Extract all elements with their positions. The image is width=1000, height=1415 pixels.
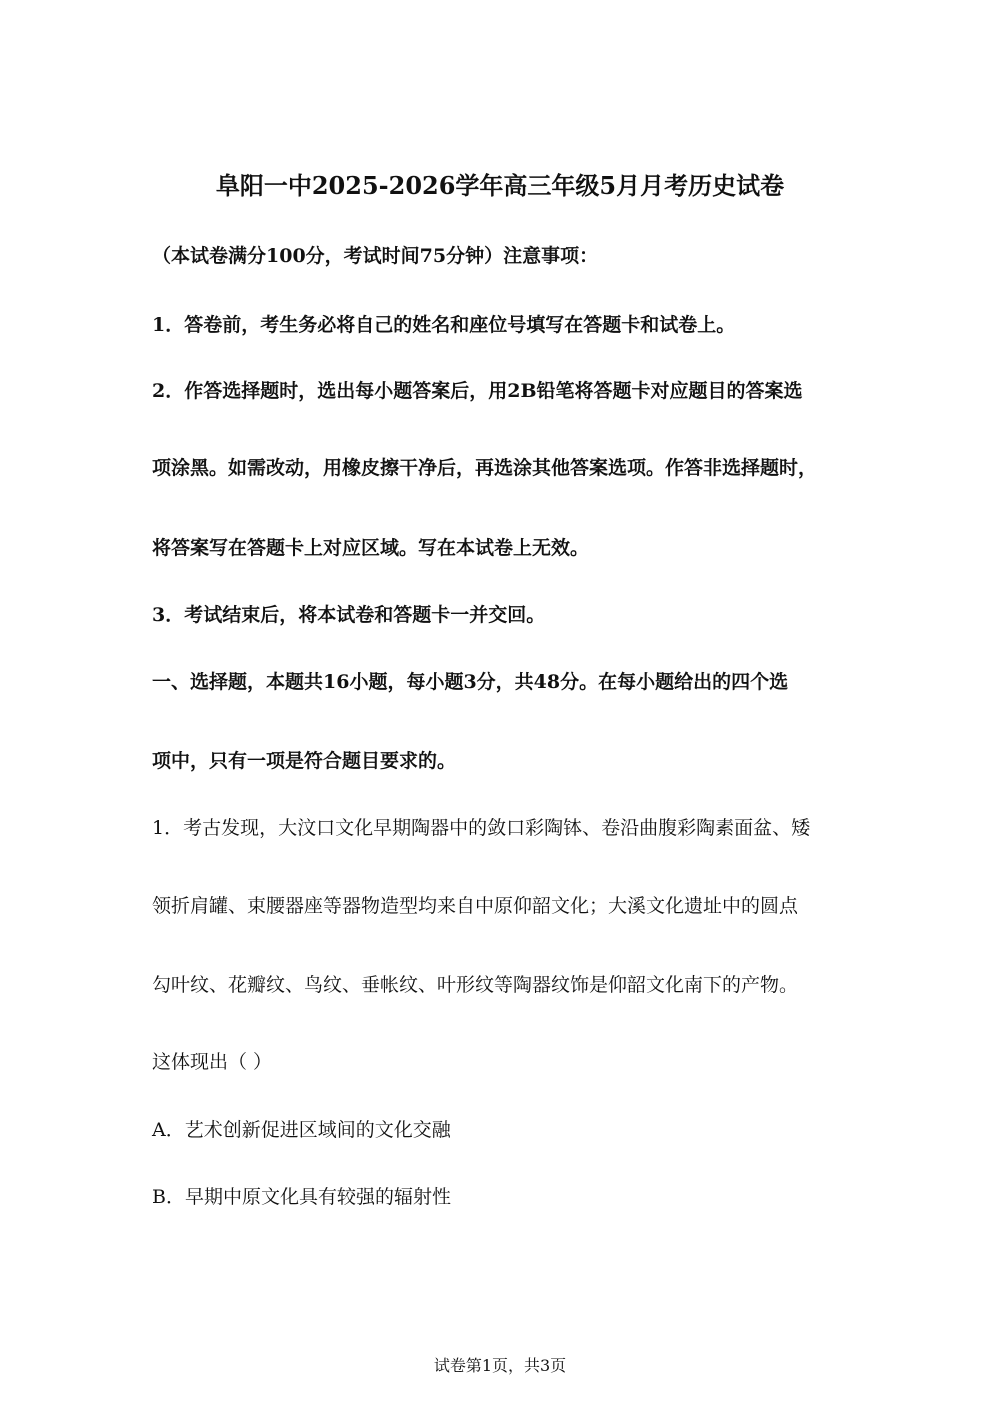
page-footer: 试卷第1页，共3页 [433, 1356, 567, 1375]
notice-item-2-line-1: 2．作答选择题时，选出每小题答案后，用2B铅笔将答题卡对应题目的答案选 [152, 380, 803, 402]
notice-item-2-line-3: 将答案写在答题卡上对应区域。写在本试卷上无效。 [152, 537, 590, 559]
question-1-stem-line-4: 这体现出（ ） [152, 1051, 273, 1073]
section-heading-line-2: 项中，只有一项是符合题目要求的。 [152, 750, 457, 772]
notice-item-1: 1．答卷前，考生务必将自己的姓名和座位号填写在答题卡和试卷上。 [152, 314, 736, 336]
notice-item-3: 3．考试结束后，将本试卷和答题卡一并交回。 [152, 604, 546, 626]
question-1-option-a: A．艺术创新促进区域间的文化交融 [152, 1119, 451, 1141]
exam-info-header: （本试卷满分100分，考试时间75分钟）注意事项： [152, 245, 599, 267]
question-1-stem-line-1: 1．考古发现，大汶口文化早期陶器中的敛口彩陶钵、卷沿曲腹彩陶素面盆、矮 [152, 817, 811, 839]
question-1-stem-line-3: 勾叶纹、花瓣纹、鸟纹、垂帐纹、叶形纹等陶器纹饰是仰韶文化南下的产物。 [152, 974, 799, 996]
question-1-option-b: B．早期中原文化具有较强的辐射性 [152, 1186, 451, 1208]
exam-title: 阜阳一中2025-2026学年高三年级5月月考历史试卷 [215, 171, 785, 200]
notice-item-2-line-2: 项涂黑。如需改动，用橡皮擦干净后，再选涂其他答案选项。作答非选择题时， [152, 457, 818, 479]
section-heading-line-1: 一、选择题，本题共16小题，每小题3分，共48分。在每小题给出的四个选 [152, 671, 789, 693]
question-1-stem-line-2: 领折肩罐、束腰器座等器物造型均来自中原仰韶文化；大溪文化遗址中的圆点 [152, 895, 799, 917]
